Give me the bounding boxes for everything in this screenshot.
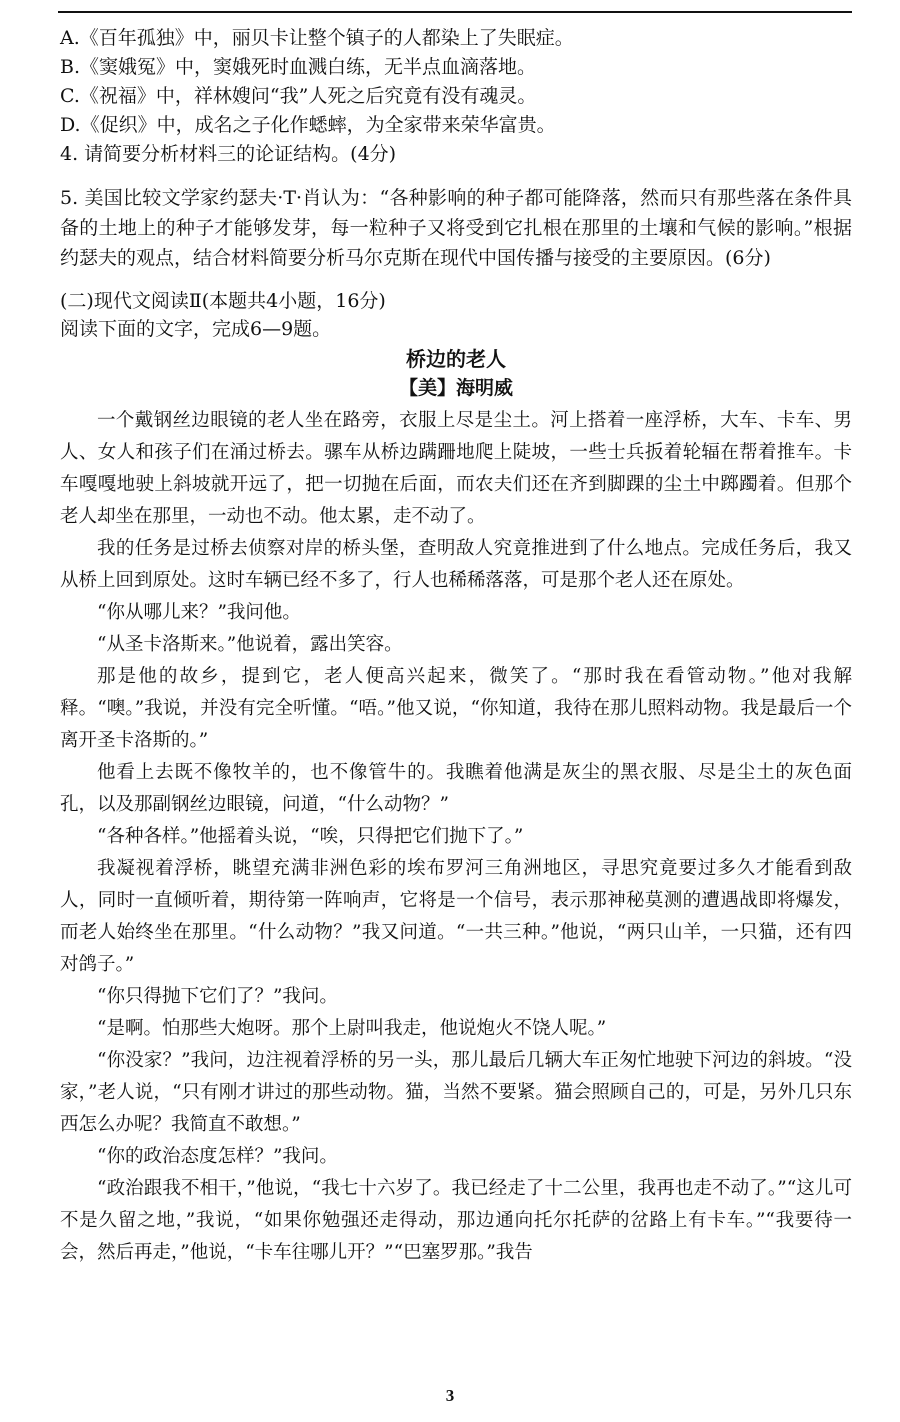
article-author: 【美】海明威 — [398, 377, 513, 399]
article-body — [60, 405, 852, 1269]
option-d: D.《促织》中，成名之子化作蟋蟀，为全家带来荣华富贵。 — [60, 114, 556, 136]
article-paragraph: 我凝视着浮桥，眺望充满非洲色彩的埃布罗河三角洲地区，寻思究竟要过多久才能看到敌人，同时一直倾听着，期待第一阵响声，它将是一个信号，表示那神秘莫测的遭遇战即将爆发，而老人始终坐在那里。“什么动物？”我又问道。“一共三种。”他说，“两只山羊，一只猫，还有四对鸽子。” — [60, 858, 852, 975]
question-4: 4. 请简要分析材料三的论证结构。(4分) — [60, 143, 397, 165]
article-paragraph: 一个戴钢丝边眼镜的老人坐在路旁，衣服上尽是尘土。河上搭着一座浮桥，大车、卡车、男人、女人和孩子们在涌过桥去。骡车从桥边蹒跚地爬上陡坡，一些士兵扳着轮辐在帮着推车。卡车嘎嘎地驶上斜坡就开远了，把一切抛在后面，而农夫们还在齐到脚踝的尘土中踯躅着。但那个老人却坐在那里，一动也不动。他太累，走不动了。 — [60, 410, 852, 527]
option-b: B.《窦娥冤》中，窦娥死时血溅白练，无半点血滴落地。 — [60, 56, 537, 78]
article-paragraph: “各种各样。”他摇着头说，“唉，只得把它们抛下了。” — [97, 826, 524, 847]
question-5: 5. 美国比较文学家约瑟夫·T·肖认为：“各种影响的种子都可能降落，然而只有那些落在条件具备的土地上的种子才能够发芽，每一粒种子又将受到它扎根在那里的土壤和气候的影响。”根据约瑟夫的观点，结合材料简要分析马尔克斯在现代中国传播与接受的主要原因。(6分) — [60, 187, 852, 269]
article-paragraph: 他看上去既不像牧羊的，也不像管牛的。我瞧着他满是灰尘的黑衣服、尽是尘土的灰色面孔，以及那副钢丝边眼镜，问道，“什么动物？” — [60, 762, 852, 815]
article-paragraph: “你只得抛下它们了？”我问。 — [97, 986, 338, 1007]
article-paragraph: “政治跟我不相干，”他说，“我七十六岁了。我已经走了十二公里，我再也走不动了。”“这儿可不是久留之地，”我说，“如果你勉强还走得动，那边通向托尔托萨的岔路上有卡车。”“我要待一会，然后再走，”他说，“卡车往哪儿开？”“巴塞罗那。”我告 — [60, 1178, 852, 1263]
section-instruction: 阅读下面的文字，完成6—9题。 — [60, 318, 332, 340]
article-paragraph: “你从哪儿来？”我问他。 — [97, 602, 301, 623]
article-paragraph: “是啊。怕那些大炮呀。那个上尉叫我走，他说炮火不饶人呢。” — [97, 1018, 607, 1039]
answer-options — [60, 24, 852, 140]
article-paragraph: “你没家？”我问，边注视着浮桥的另一头，那儿最后几辆大车正匆忙地驶下河边的斜坡。“没家，”老人说，“只有刚才讲过的那些动物。猫，当然不要紧。猫会照顾自己的，可是，另外几只东西怎么办呢？我简直不敢想。” — [60, 1050, 852, 1135]
article-paragraph: 那是他的故乡，提到它，老人便高兴起来，微笑了。“那时我在看管动物。”他对我解释。“噢。”我说，并没有完全听懂。“唔。”他又说，“你知道，我待在那儿照料动物。我是最后一个离开圣卡洛斯的。” — [60, 666, 852, 751]
page-content — [60, 24, 852, 1269]
section-header: (二)现代文阅读Ⅱ(本题共4小题，16分) — [60, 290, 386, 312]
top-rule — [58, 11, 852, 13]
page-number: 3 — [445, 1386, 455, 1405]
article-paragraph: “你的政治态度怎样？”我问。 — [97, 1146, 338, 1167]
article-paragraph: “从圣卡洛斯来。”他说着，露出笑容。 — [97, 634, 403, 655]
article-paragraph: 我的任务是过桥去侦察对岸的桥头堡，查明敌人究竟推进到了什么地点。完成任务后，我又从桥上回到原处。这时车辆已经不多了，行人也稀稀落落，可是那个老人还在原处。 — [60, 538, 852, 591]
option-c: C.《祝福》中，祥林嫂问“我”人死之后究竟有没有魂灵。 — [60, 85, 537, 107]
article-title: 桥边的老人 — [406, 347, 506, 371]
option-a: A.《百年孤独》中，丽贝卡让整个镇子的人都染上了失眠症。 — [60, 27, 574, 49]
